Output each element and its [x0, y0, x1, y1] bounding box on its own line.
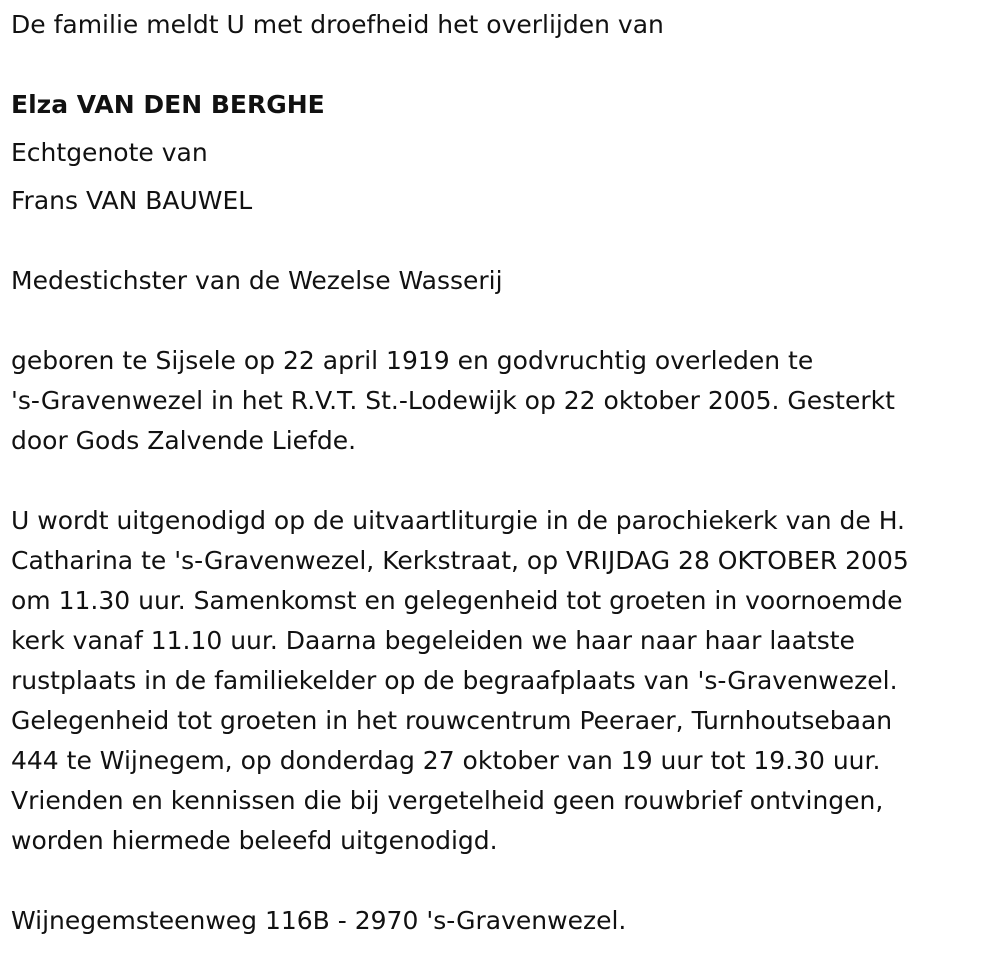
paragraph-line: worden hiermede beleefd uitgenodigd.: [11, 826, 498, 855]
intro-text: De familie meldt U met droefheid het overlijden van: [11, 10, 664, 39]
paragraph-line: U wordt uitgenodigd op de uitvaartliturgie in de parochiekerk van de H.: [11, 506, 906, 535]
paragraph-line: rustplaats in de familiekelder op de begraafplaats van 's-Gravenwezel.: [11, 666, 898, 695]
funeral-paragraph: [11, 501, 909, 861]
birth-paragraph: [11, 341, 895, 461]
paragraph-line: Gelegenheid tot groeten in het rouwcentrum Peeraer, Turnhoutsebaan: [11, 706, 893, 735]
paragraph-line: om 11.30 uur. Samenkomst en gelegenheid tot groeten in voornoemde: [11, 586, 903, 615]
paragraph-line: 's-Gravenwezel in het R.V.T. St.-Lodewijk op 22 oktober 2005. Gesterkt: [11, 386, 895, 415]
address-line: Wijnegemsteenweg 116B - 2970 's-Gravenwezel.: [11, 906, 627, 935]
paragraph-line: Catharina te 's-Gravenwezel, Kerkstraat, op VRIJDAG 28 OKTOBER 2005: [11, 546, 909, 575]
paragraph-line: kerk vanaf 11.10 uur. Daarna begeleiden we haar naar haar laatste: [11, 626, 855, 655]
paragraph-line: geboren te Sijsele op 22 april 1919 en godvruchtig overleden te: [11, 346, 814, 375]
spouse-label: Echtgenote van: [11, 138, 208, 167]
founder-note: Medestichster van de Wezelse Wasserij: [11, 266, 503, 295]
spouse-name: Frans VAN BAUWEL: [11, 186, 253, 215]
deceased-name: Elza VAN DEN BERGHE: [11, 90, 325, 119]
paragraph-line: Vrienden en kennissen die bij vergetelheid geen rouwbrief ontvingen,: [11, 786, 884, 815]
paragraph-line: 444 te Wijnegem, op donderdag 27 oktober van 19 uur tot 19.30 uur.: [11, 746, 881, 775]
paragraph-line: door Gods Zalvende Liefde.: [11, 426, 357, 455]
